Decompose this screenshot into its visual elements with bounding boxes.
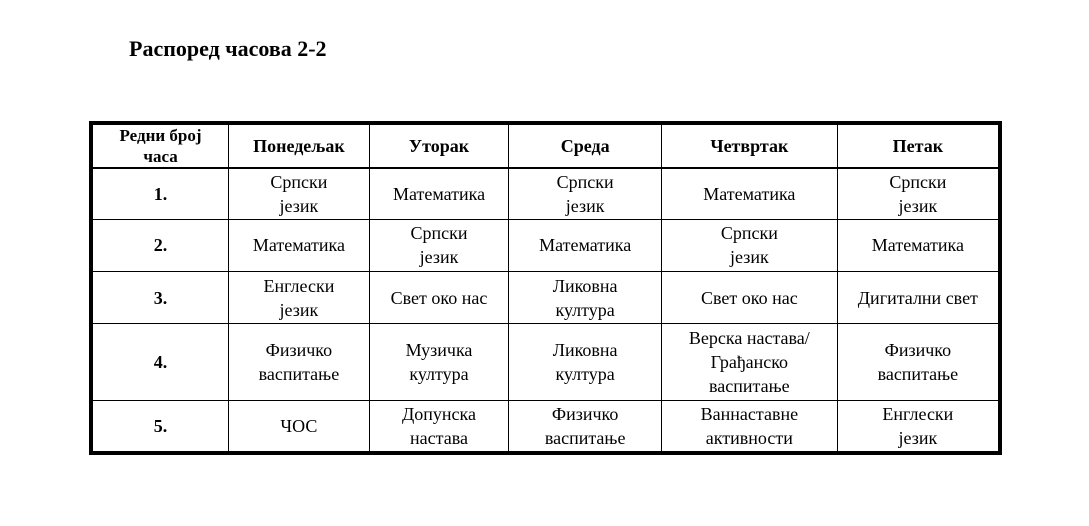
subject-label: ЧОС: [280, 416, 318, 437]
table-cell: [369, 401, 509, 453]
lesson-number-cell: [91, 219, 229, 271]
table-cell: [661, 219, 837, 271]
table-cell: [837, 324, 1000, 401]
header-friday-label: Петак: [892, 136, 944, 156]
subject-label: Српски језик: [556, 171, 614, 216]
lesson-number-cell: [91, 272, 229, 324]
subject-label: Ликовна култура: [552, 275, 618, 320]
table-cell: [229, 272, 370, 324]
table-cell: [509, 401, 662, 453]
table-cell: [837, 168, 1000, 219]
lesson-number: 3.: [153, 287, 168, 308]
subject-label: Свет око нас: [390, 287, 488, 308]
table-cell: [369, 168, 509, 219]
header-thursday: [661, 123, 837, 168]
subject-label: Математика: [539, 235, 632, 256]
subject-label: Српски језик: [889, 171, 947, 216]
subject-label: Српски језик: [720, 223, 778, 268]
subject-label: Математика: [252, 235, 345, 256]
lesson-number: 4.: [153, 352, 168, 373]
subject-label: Музичка култура: [405, 340, 473, 385]
subject-label: Енглески језик: [263, 275, 335, 320]
subject-label: Физичко васпитање: [258, 340, 340, 385]
table-cell: [837, 272, 1000, 324]
subject-label: Математика: [703, 183, 796, 204]
table-cell: [509, 168, 662, 219]
table-cell: [837, 219, 1000, 271]
lesson-number-cell: [91, 168, 229, 219]
header-tuesday: [369, 123, 509, 168]
subject-label: Свет око нас: [701, 287, 798, 308]
table-cell: [509, 219, 662, 271]
header-wednesday-label: Среда: [560, 136, 610, 156]
lesson-number-cell: [91, 324, 229, 401]
subject-label: Физичко васпитање: [544, 404, 626, 449]
header-lesson-number: [91, 123, 229, 168]
table-row: [91, 401, 1000, 453]
table-cell: [661, 272, 837, 324]
table-cell: [229, 168, 370, 219]
subject-label: Математика: [871, 235, 964, 256]
lesson-number-cell: [91, 401, 229, 453]
table-row: [91, 219, 1000, 271]
table-row: [91, 168, 1000, 219]
table-cell: [509, 272, 662, 324]
table-cell: [661, 401, 837, 453]
table-cell: [229, 219, 370, 271]
subject-label: Ликовна култура: [552, 340, 618, 385]
lesson-number: 2.: [153, 235, 168, 256]
header-monday: [229, 123, 370, 168]
table-cell: [369, 324, 509, 401]
table-cell: [369, 219, 509, 271]
subject-label: Физичко васпитање: [877, 340, 959, 385]
subject-label: Допунска настава: [402, 404, 476, 449]
subject-label: Српски језик: [270, 171, 328, 216]
table-cell: [837, 401, 1000, 453]
header-wednesday: [509, 123, 662, 168]
header-friday: [837, 123, 1000, 168]
table-cell: [661, 324, 837, 401]
subject-label: Верска настава/ Грађанско васпитање: [688, 328, 810, 397]
header-tuesday-label: Уторак: [408, 136, 470, 156]
table-row: [91, 324, 1000, 401]
schedule-table: [89, 121, 1002, 455]
header-thursday-label: Четвртак: [710, 136, 789, 156]
subject-label: Дигитални свет: [857, 287, 978, 308]
page-title: Распоред часова 2-2: [129, 36, 327, 61]
header-row: [91, 123, 1000, 168]
lesson-number: 5.: [153, 416, 168, 437]
subject-label: Математика: [392, 183, 486, 204]
table-cell: [369, 272, 509, 324]
lesson-number: 1.: [153, 183, 168, 204]
table-cell: [229, 401, 370, 453]
table-cell: [509, 324, 662, 401]
header-lesson-number-label: Редни број часа: [119, 126, 202, 166]
table-row: [91, 272, 1000, 324]
subject-label: Ваннаставне активности: [700, 404, 799, 449]
subject-label: Енглески језик: [882, 404, 954, 449]
table-cell: [661, 168, 837, 219]
subject-label: Српски језик: [410, 223, 468, 268]
table-cell: [229, 324, 370, 401]
header-monday-label: Понедељак: [253, 136, 345, 156]
